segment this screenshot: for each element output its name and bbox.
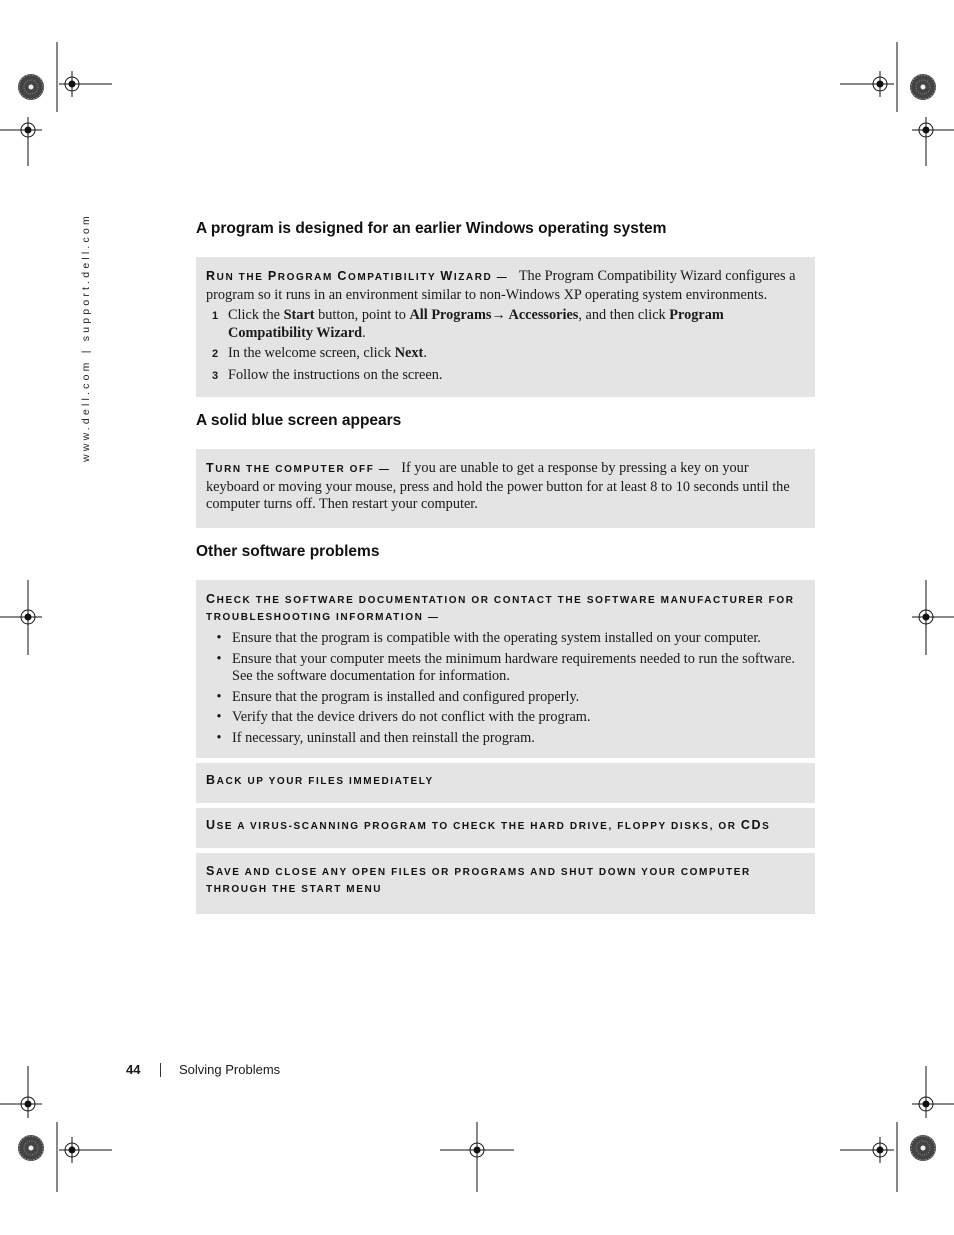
footer-title: Solving Problems: [179, 1062, 281, 1077]
list-item: • Ensure that the program is compatible with the operating system installed on your computer.: [216, 630, 761, 646]
virus-scan-lead: USE A VIRUS-SCANNING PROGRAM TO CHECK THE HARD DRIVE, FLOPPY DISKS, OR CDS: [206, 818, 771, 832]
step-2: 2 In the welcome screen, click Next.: [212, 345, 427, 361]
section-heading-earlier-windows: A program is designed for an earlier Windows operating system: [196, 220, 667, 237]
page-number: 44: [126, 1062, 141, 1077]
side-url: www.dell.com | support.dell.com: [80, 213, 92, 462]
check-documentation-lead: CHECK THE SOFTWARE DOCUMENTATION OR CONTACT THE SOFTWARE MANUFACTURER FOR TROUBLESHOOTING INFORMATION —: [206, 592, 795, 623]
list-item: • If necessary, uninstall and then reinstall the program.: [216, 729, 535, 746]
turn-off-intro: If you are unable to get a response by pressing a key on your keyboard or moving your mouse, press and hold the power button for at least 8 to 10 seconds until the computer turns off. Then restart your computer.: [206, 460, 790, 512]
turn-off-lead: TURN THE COMPUTER OFF —: [206, 461, 391, 475]
list-item: • Ensure that your computer meets the minimum hardware requirements needed to run the software. See the software documentation for information.: [216, 650, 795, 684]
shutdown-lead: SAVE AND CLOSE ANY OPEN FILES OR PROGRAMS AND SHUT DOWN YOUR COMPUTER THROUGH THE START MENU: [206, 864, 751, 895]
compatibility-wizard-intro: The Program Compatibility Wizard configures a program so it runs in an environment similar to non-Windows XP operating system environments.: [206, 268, 796, 303]
compatibility-wizard-lead: RUN THE PROGRAM COMPATIBILITY WIZARD —: [206, 269, 509, 283]
list-item: • Verify that the device drivers do not conflict with the program.: [216, 709, 591, 725]
step-1: 1 Click the Start button, point to All Programs→ Accessories, and then click Program Compatibility Wizard.: [212, 307, 724, 341]
section-heading-other-software: Other software problems: [196, 543, 380, 560]
section-heading-blue-screen: A solid blue screen appears: [196, 412, 402, 429]
list-item: • Ensure that the program is installed and configured properly.: [216, 688, 580, 705]
step-3: 3 Follow the instructions on the screen.: [212, 366, 443, 383]
backup-files-lead: BACK UP YOUR FILES IMMEDIATELY: [206, 773, 434, 787]
